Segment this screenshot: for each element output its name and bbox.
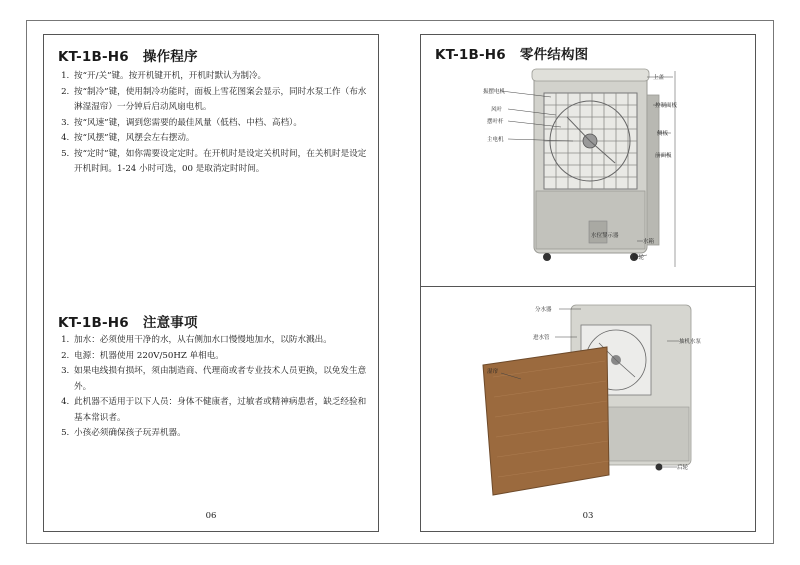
list-item: 5. 按“定时”键，如你需要设定定时。在开机时是设定关机时间，在关机时是设定开机时间。1-24 小时可选，00 是取消定时时间。: [72, 147, 368, 178]
parts-model: KT-1B-H6: [435, 47, 506, 63]
label-control: 控制面板: [655, 103, 678, 109]
label-pump: 抽机水泵: [679, 339, 702, 345]
label-louver: 摆叶杆: [487, 119, 504, 125]
list-item: 3. 如果电线损有损坏，须由制造商、代理商或者专业技术人员更换，以免发生意外。: [72, 364, 368, 395]
label-front: 前面板: [655, 153, 672, 159]
air-cooler-front-illustration: [421, 35, 757, 287]
label-side: 侧板: [657, 131, 669, 137]
page-number: 06: [205, 511, 217, 521]
label-tank: 水箱: [643, 239, 655, 245]
operation-list: [50, 69, 368, 178]
list-item: 2. 按“制冷”键，使用制冷功能时，面板上雪花图案会显示，同时水泵工作（布水淋湿湿帘）一分钟后启动风扇电机。: [72, 85, 368, 116]
operation-heading: [58, 45, 198, 65]
label-pipe: 进水管: [533, 335, 550, 341]
air-cooler-exploded-illustration: [421, 287, 757, 533]
label-top-cover: 上盖: [653, 75, 665, 81]
page-number: 03: [582, 511, 594, 521]
left-page: [43, 34, 379, 532]
label-distributor: 分水器: [535, 307, 552, 313]
label-wheel: 脚轮: [633, 255, 645, 261]
notes-heading: [58, 311, 198, 331]
operation-title: 操作程序: [142, 49, 198, 65]
notes-model: KT-1B-H6: [58, 315, 129, 331]
parts-diagram-page: [420, 34, 756, 286]
list-item: 4. 此机器不适用于以下人员：身体不健康者，过敏者或精神病患者，缺乏经验和基本常识者。: [72, 395, 368, 426]
notes-list: [50, 333, 368, 442]
label-grille: 振摆电机: [483, 89, 506, 95]
label-water-level: 水位显示器: [591, 233, 619, 239]
list-item: 1. 按“开/关”键。按开机键开机，开机时默认为制冷。: [72, 69, 368, 85]
list-item: 2. 电源：机器使用 220V/50HZ 单相电。: [72, 349, 368, 365]
list-item: 5. 小孩必须确保孩子玩弄机器。: [72, 426, 368, 442]
list-item: 1. 加水：必须使用干净的水，从右侧加水口慢慢地加水，以防水溅出。: [72, 333, 368, 349]
label-fan: 风叶: [491, 107, 503, 113]
parts-title: 零件结构图: [519, 47, 589, 63]
label-motor: 主电机: [487, 137, 504, 143]
operation-model: KT-1B-H6: [58, 49, 129, 65]
exploded-view-page: [420, 286, 756, 532]
list-item: 4. 按“风摆”键，风摆会左右摆动。: [72, 131, 368, 147]
notes-title: 注意事项: [142, 315, 198, 331]
list-item: 3. 按“风速”键，调到您需要的最佳风量（低档、中档、高档）。: [72, 116, 368, 132]
label-pad: 湿帘: [487, 369, 499, 375]
label-back-wheel: 后轮: [677, 465, 689, 471]
